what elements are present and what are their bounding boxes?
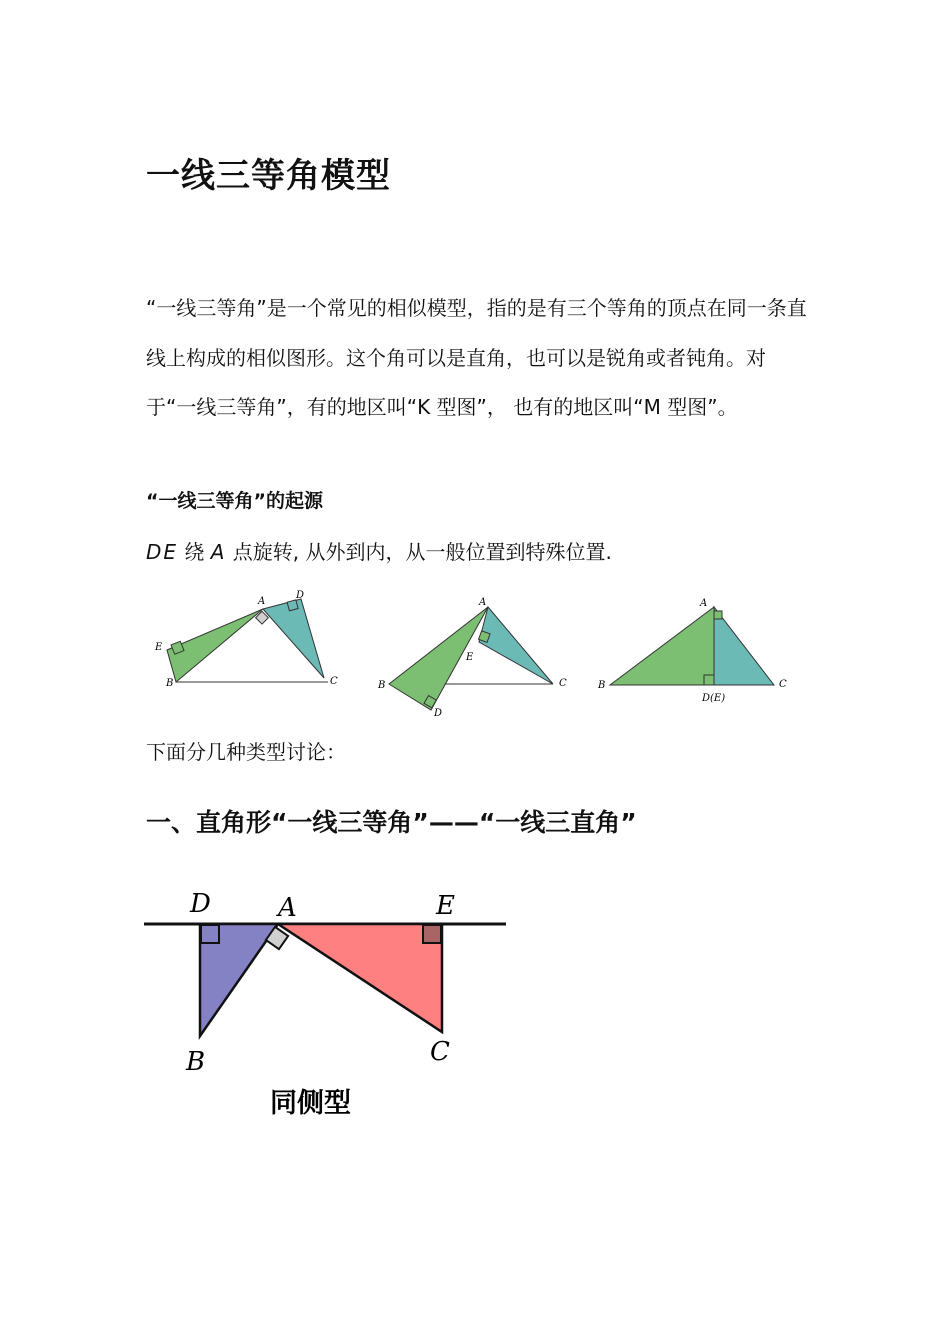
label-c: C <box>559 678 567 689</box>
label-e: E <box>466 652 474 663</box>
var-a: A <box>210 540 227 564</box>
label-e: E <box>155 642 163 653</box>
discussion-text: 下面分几种类型讨论： <box>146 740 346 764</box>
right-angle-mark-d <box>201 925 219 943</box>
label-a: A <box>278 893 297 923</box>
panel-1 <box>154 590 338 689</box>
figure-caption: 同侧型 <box>270 1088 351 1119</box>
right-angle-mark-d <box>287 600 298 611</box>
intro-paragraph: “一线三等角”是一个常见的相似模型，指的是有三个等角的顶点在同一条直线上构成的相似图形。这个角可以是直角，也可以是锐角或者钝角。对于“一线三等角”，有的地区叫“K 型图”， 也有的地区叫“M 型图”。 <box>146 296 807 419</box>
teal-triangle <box>263 599 324 678</box>
label-a: A <box>479 597 487 608</box>
rotation-figure <box>146 585 806 725</box>
section-heading: 一、直角形“一线三等角”——“一线三直角” <box>146 808 637 837</box>
rotation-text-1: 绕 <box>178 540 211 564</box>
right-angle-mark-e <box>423 925 441 943</box>
label-de: D(E) <box>702 693 726 704</box>
label-b: B <box>166 678 174 689</box>
label-a: A <box>258 596 266 607</box>
panel-2 <box>377 597 567 719</box>
label-b: B <box>598 680 606 691</box>
label-b: B <box>378 680 386 691</box>
right-angle-mark-d <box>704 675 714 685</box>
label-c: C <box>779 679 787 690</box>
label-d: D <box>296 590 305 601</box>
same-side-figure <box>140 880 520 1130</box>
label-d: D <box>434 708 443 719</box>
label-d: D <box>190 889 211 919</box>
label-e: E <box>436 891 455 921</box>
right-angle-mark-a <box>714 611 722 619</box>
label-c: C <box>430 1037 450 1067</box>
origin-heading: “一线三等角”的起源 <box>146 490 323 512</box>
panel-3 <box>597 598 787 704</box>
rotation-sentence <box>146 536 612 565</box>
document-title: 一线三等角模型 <box>146 156 391 196</box>
label-b: B <box>186 1047 206 1077</box>
green-triangle <box>610 607 714 685</box>
label-a: A <box>700 598 708 609</box>
rotation-text-2: 点旋转, 从外到内，从一般位置到特殊位置. <box>226 540 612 564</box>
var-de: DE <box>146 540 179 564</box>
teal-triangle <box>479 607 553 684</box>
pink-triangle <box>278 924 442 1032</box>
teal-triangle <box>714 607 774 685</box>
label-c: C <box>330 676 338 687</box>
